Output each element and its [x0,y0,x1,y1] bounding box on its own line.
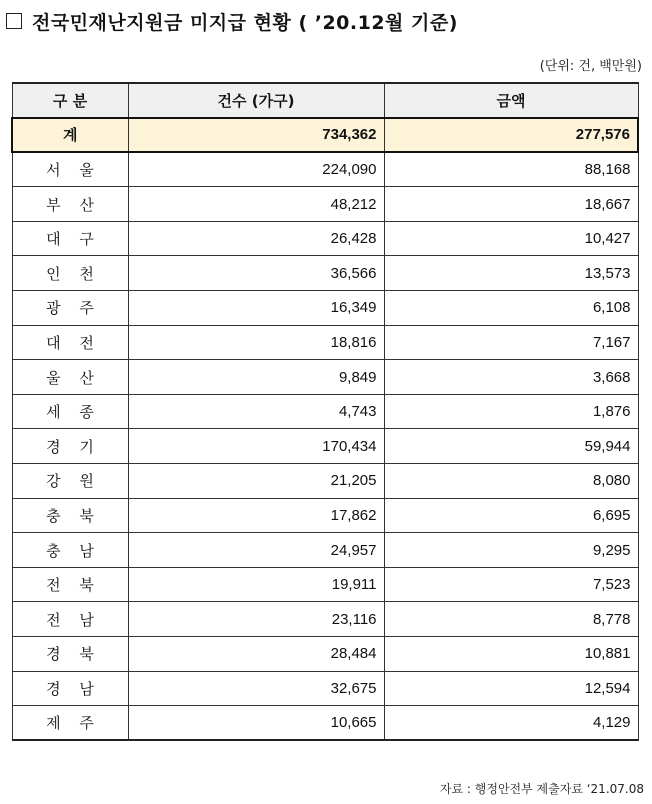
table-row [12,256,638,291]
amount-cell: 59,944 [384,429,638,464]
count-cell: 23,116 [128,602,384,637]
region-cell: 전 남 [12,602,128,637]
table-row [12,360,638,395]
count-cell: 28,484 [128,637,384,672]
total-row [12,118,638,153]
amount-cell: 7,167 [384,325,638,360]
region-cell: 경 남 [12,671,128,706]
table-row [12,498,638,533]
amount-cell: 8,778 [384,602,638,637]
checkbox-icon [6,13,22,29]
table-row [12,394,638,429]
amount-cell: 9,295 [384,533,638,568]
amount-cell: 3,668 [384,360,638,395]
total-count: 734,362 [128,118,384,153]
header-region: 구 분 [12,83,128,118]
header-count: 건수 (가구) [128,83,384,118]
amount-cell: 12,594 [384,671,638,706]
table-row [12,291,638,326]
table-row [12,325,638,360]
count-cell: 4,743 [128,394,384,429]
amount-cell: 8,080 [384,464,638,499]
region-cell: 대 구 [12,221,128,256]
region-cell: 인 천 [12,256,128,291]
region-cell: 광 주 [12,291,128,326]
count-cell: 36,566 [128,256,384,291]
total-amount: 277,576 [384,118,638,153]
table-row [12,706,638,741]
count-cell: 48,212 [128,187,384,222]
amount-cell: 10,881 [384,637,638,672]
unit-note: (단위: 건, 백만원) [539,59,642,74]
amount-cell: 4,129 [384,706,638,741]
header-row [12,83,638,118]
title-text: 전국민재난지원금 미지급 현황 ( ’20.12월 기준) [32,11,458,34]
amount-cell: 1,876 [384,394,638,429]
total-label: 계 [12,118,128,153]
table-row [12,187,638,222]
table-row [12,152,638,187]
table-row [12,533,638,568]
data-table [11,82,639,741]
region-cell: 부 산 [12,187,128,222]
table-row [12,567,638,602]
region-cell: 경 북 [12,637,128,672]
table-row [12,602,638,637]
table-row [12,637,638,672]
count-cell: 21,205 [128,464,384,499]
amount-cell: 13,573 [384,256,638,291]
count-cell: 9,849 [128,360,384,395]
table-row [12,671,638,706]
amount-cell: 10,427 [384,221,638,256]
count-cell: 10,665 [128,706,384,741]
region-cell: 전 북 [12,567,128,602]
region-cell: 대 전 [12,325,128,360]
region-cell: 서 울 [12,152,128,187]
count-cell: 24,957 [128,533,384,568]
count-cell: 19,911 [128,567,384,602]
table-row [12,464,638,499]
region-cell: 충 남 [12,533,128,568]
count-cell: 18,816 [128,325,384,360]
amount-cell: 6,108 [384,291,638,326]
region-cell: 제 주 [12,706,128,741]
document-title [6,6,458,36]
table-row [12,429,638,464]
table-row [12,221,638,256]
region-cell: 충 북 [12,498,128,533]
count-cell: 17,862 [128,498,384,533]
region-cell: 경 기 [12,429,128,464]
count-cell: 26,428 [128,221,384,256]
amount-cell: 6,695 [384,498,638,533]
region-cell: 세 종 [12,394,128,429]
amount-cell: 7,523 [384,567,638,602]
count-cell: 16,349 [128,291,384,326]
source-note: 자료 : 행정안전부 제출자료 ‘21.07.08 [439,782,644,796]
region-cell: 울 산 [12,360,128,395]
count-cell: 32,675 [128,671,384,706]
count-cell: 170,434 [128,429,384,464]
header-amount: 금액 [384,83,638,118]
region-cell: 강 원 [12,464,128,499]
count-cell: 224,090 [128,152,384,187]
amount-cell: 18,667 [384,187,638,222]
amount-cell: 88,168 [384,152,638,187]
